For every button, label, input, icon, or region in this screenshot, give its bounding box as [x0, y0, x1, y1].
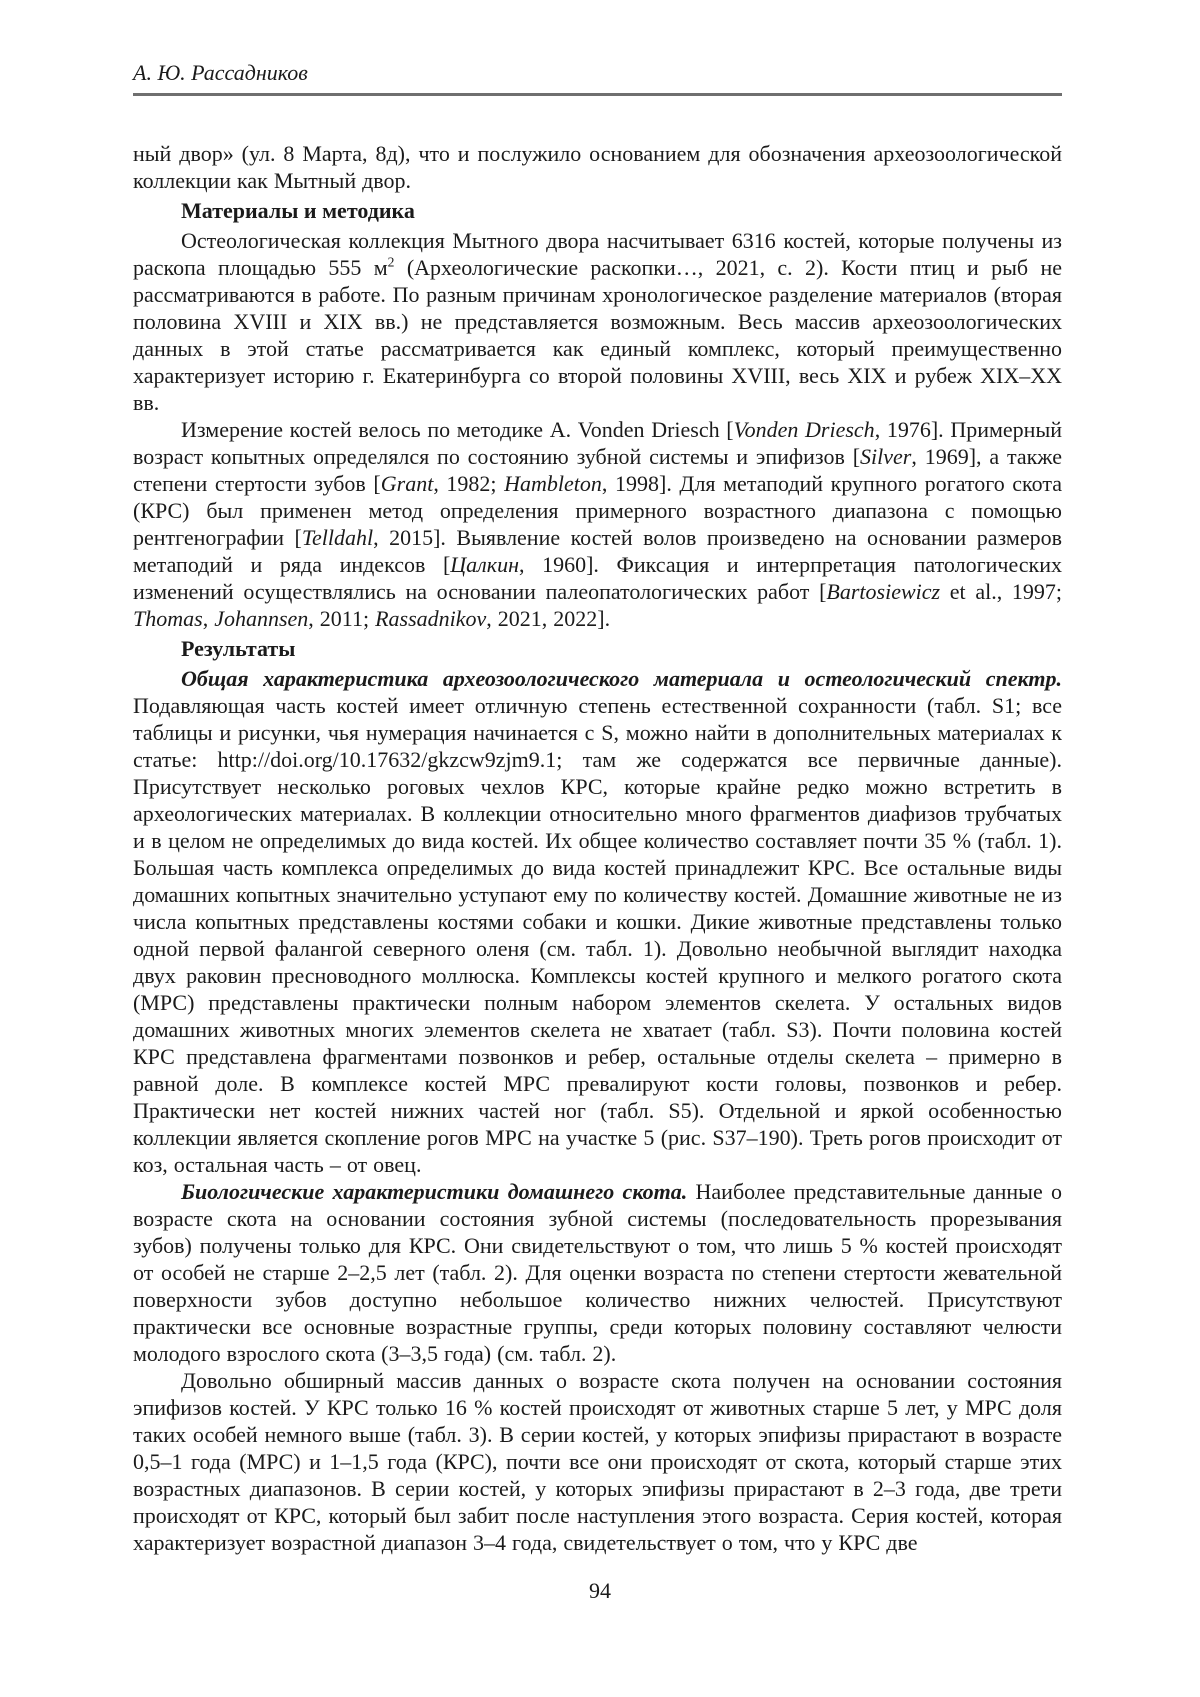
page-number: 94: [589, 1578, 611, 1603]
text-run: Rassadnikov: [375, 606, 487, 631]
text-run: Vonden Driesch: [733, 417, 875, 442]
text-run: ,: [202, 606, 215, 631]
section-heading: [133, 197, 1062, 224]
page-footer: [0, 1578, 1200, 1604]
text-run: Общая характеристика археозоологического материала и остеологический спектр.: [181, 666, 1062, 691]
running-header: [133, 60, 1062, 96]
text-run: Grant: [380, 471, 434, 496]
text-run: Подавляющая часть костей имеет отличную степень естественной сохранности (табл. S1; все таблицы и рисунки, чья нумерация начинается с S, можно найти в дополнительных материалах к статье: http://doi.org/10.17632/gkzcw9zjm9.1; там же содержатся все первичные данные). Присутствует несколько роговых чехлов КРС, которые крайне редко можно встретить в археологических материалах. В коллекции относительно много фрагментов диафизов трубчатых и в целом не определимых до вида костей. Их общее количество составляет почти 35 % (табл. 1). Большая часть комплекса определимых до вида костей принадлежит КРС. Все остальные виды домашних копытных значительно уступают ему по количеству костей. Домашние животные не из числа копытных представлены костями собаки и кошки. Дикие животные представлены только одной первой фалангой северного оленя (см. табл. 1). Довольно необычной выглядит находка двух раковин пресноводного моллюска. Комплексы костей крупного и мелкого рогатого скота (МРС) представлены практически полным набором элементов скелета. У остальных видов домашних животных многих элементов скелета не хватает (табл. S3). Почти половина костей КРС представлена фрагментами позвонков и ребер, остальные отделы скелета – примерно в равной доле. В комплексе костей МРС превалируют кости головы, позвонков и ребер. Практически нет костей нижних частей ног (табл. S5). Отдельной и яркой особенностью коллекции является скопление рогов МРС на участке 5 (рис. S37–190). Треть рогов происходит от коз, остальная часть – от овец.: [133, 693, 1062, 1177]
text-run: Thomas: [133, 606, 203, 631]
paragraph: [133, 227, 1062, 416]
text-run: , 1998]. Для метаподий крупного рогатого скота (КРС) был применен метод определения примерного возрастного диапазона с помощью рентгенографии [: [133, 471, 1062, 550]
text-run: Материалы и методика: [181, 198, 415, 223]
text-run: Биологические характеристики домашнего скота.: [181, 1179, 688, 1204]
text-run: 2: [387, 254, 395, 270]
text-run: Bartosiewicz: [826, 579, 941, 604]
paragraph: [133, 140, 1062, 194]
running-header-author: А. Ю. Рассадников: [133, 60, 308, 85]
text-run: et al., 1997;: [940, 579, 1062, 604]
text-run: Hambleton: [504, 471, 602, 496]
paragraph: [133, 1178, 1062, 1367]
text-run: , 1982;: [433, 471, 505, 496]
text-run: , 2015]. Выявление костей волов произведено на основании размеров метаподий и ряда индексов [: [133, 525, 1062, 577]
text-run: , 2011;: [308, 606, 376, 631]
article-body: [133, 140, 1062, 1556]
text-run: Наиболее представительные данные о возрасте скота на основании состояния зубной системы (последовательность прорезывания зубов) получены только для КРС. Они свидетельствуют о том, что лишь 5 % костей происходят от особей не старше 2–2,5 лет (табл. 2). Для оценки возраста по степени стертости жевательной поверхности зубов доступно небольшое количество нижних челюстей. Присутствуют практически все основные возрастные группы, среди которых половину составляют челюсти молодого взрослого скота (3–3,5 года) (см. табл. 2).: [133, 1179, 1062, 1366]
text-run: , 1976]. Примерный возраст копытных определялся по состоянию зубной системы и эпифизов [: [133, 417, 1062, 469]
text-run: Цалкин: [450, 552, 519, 577]
text-run: Остеологическая коллекция Мытного двора насчитывает 6316 костей, которые получены из раскопа площадью 555 м: [133, 228, 1062, 280]
paragraph: [133, 416, 1062, 632]
paragraph: [133, 665, 1062, 1178]
text-run: Довольно обширный массив данных о возрасте скота получен на основании состояния эпифизов костей. У КРС только 16 % костей происходят от животных старше 5 лет, у МРС доля таких особей немного выше (табл. 3). В серии костей, у которых эпифизы прирастают в возрасте 0,5–1 года (МРС) и 1–1,5 года (КРС), почти все они происходят от скота, который старше этих возрастных диапазонов. В серии костей, у которых эпифизы прирастают в 2–3 года, две трети происходят от КРС, который был забит после наступления этого возраста. Серия костей, которая характеризует возрастной диапазон 3–4 года, свидетельствует о том, что у КРС две: [133, 1368, 1062, 1555]
paragraph: [133, 1367, 1062, 1556]
text-run: , 1969], а также степени стертости зубов [: [133, 444, 1062, 496]
text-run: Silver: [860, 444, 912, 469]
text-run: , 2021, 2022].: [486, 606, 611, 631]
text-run: Telldahl: [301, 525, 374, 550]
text-run: , 1960]. Фиксация и интерпретация патологических изменений осуществлялись на основании палеопатологических работ [: [133, 552, 1062, 604]
text-run: Измерение костей велось по методике А. Vonden Driesch [: [181, 417, 734, 442]
section-heading: [133, 635, 1062, 662]
text-run: Johannsen: [214, 606, 309, 631]
text-run: (Археологические раскопки…, 2021, с. 2). Кости птиц и рыб не рассматриваются в работе. По разным причинам хронологическое разделение материалов (вторая половина XVIII и XIX вв.) не представляется возможным. Весь массив археозоологических данных в этой статье рассматривается как единый комплекс, который преимущественно характеризует историю г. Екатеринбурга со второй половины XVIII, весь XIX и рубеж XIX–XX вв.: [133, 255, 1062, 415]
text-run: Результаты: [181, 636, 296, 661]
text-run: ный двор» (ул. 8 Марта, 8д), что и послужило основанием для обозначения археозоологической коллекции как Мытный двор.: [133, 141, 1062, 193]
